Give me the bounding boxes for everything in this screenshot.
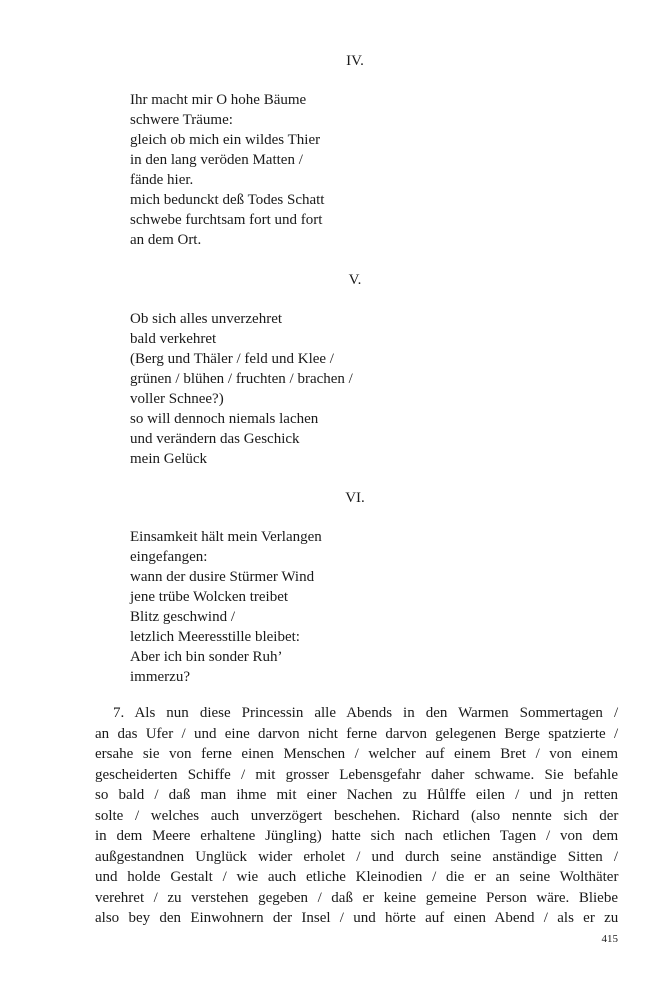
verse-line: an dem Ort. — [130, 232, 202, 248]
verse-line: immerzu? — [130, 669, 190, 685]
prose-line: 7. Als nun diese Princessin alle Abends in den Warmen Sommertagen / — [113, 705, 619, 721]
verse-line: jene trübe Wolcken treibet — [130, 589, 289, 605]
prose-line: außgestandnen Unglück wider erholet / und durch seine anständige Sitten / — [95, 848, 619, 865]
prose-line: ersahe sie von ferne einen Menschen / welcher auf einem Bret / von einem — [95, 746, 618, 762]
prose-line: also bey den Einwohnern der Insel / und hörte auf einen Abend / als er zu — [95, 910, 619, 926]
stanza-number-iv: IV. — [346, 53, 364, 69]
verse-line: Ob sich alles unverzehret — [130, 311, 283, 327]
verse-line: und verändern das Geschick — [130, 431, 300, 447]
verse-line: Ihr macht mir O hohe Bäume — [130, 92, 307, 108]
verse-line: so will dennoch niemals lachen — [130, 411, 319, 427]
prose-line: gescheiderten Schiffe / mit grosser Lebensgefahr daher schwame. Sie befahle — [95, 766, 618, 783]
stanza-number-vi: VI. — [345, 490, 365, 506]
verse-line: gleich ob mich ein wildes Thier — [130, 132, 321, 148]
verse-line: eingefangen: — [130, 549, 208, 565]
verse-line: grünen / blühen / fruchten / brachen / — [130, 371, 353, 387]
verse-line: Aber ich bin sonder Ruh’ — [130, 649, 283, 665]
stanza-vi — [130, 527, 550, 687]
verse-line: mein Gelück — [130, 451, 208, 467]
verse-line: mich bedunckt deß Todes Schatt — [130, 192, 325, 208]
prose-line: so bald / daß man ihme mit einer Nachen zu Hůlffe eilen / und jn retten — [95, 787, 618, 803]
verse-line: letzlich Meeresstille bleibet: — [130, 629, 300, 645]
prose-line: verehret / zu verstehen gegeben / daß er keine gemeine Person wäre. Bliebe — [95, 889, 618, 906]
prose-line: an das Ufer / und eine darvon nicht ferne darvon gelegenen Berge spatzierte / — [95, 725, 619, 742]
verse-line: in den lang veröden Matten / — [130, 152, 303, 168]
prose-line: solte / welches auch unverzögert beschehen. Richard (also nennte sich der — [95, 807, 619, 824]
prose-paragraph — [95, 703, 618, 929]
verse-line: schwere Träume: — [130, 112, 233, 128]
verse-line: schwebe furchtsam fort und fort — [130, 212, 323, 228]
verse-line: wann der dusire Stürmer Wind — [130, 569, 315, 585]
prose-line: in dem Meere erhaltene Jüngling) hatte sich nach etlichen Tagen / von dem — [95, 828, 619, 844]
page-number: 415 — [601, 933, 618, 945]
verse-line: Blitz geschwind / — [130, 609, 235, 625]
stanza-iv — [130, 90, 550, 250]
verse-line: voller Schnee?) — [130, 391, 224, 407]
verse-line: bald verkehret — [130, 331, 217, 347]
verse-line: (Berg und Thäler / feld und Klee / — [130, 351, 334, 367]
stanza-v — [130, 309, 550, 469]
verse-line: fände hier. — [130, 172, 194, 188]
stanza-number-v: V. — [348, 272, 362, 288]
prose-line: und holde Gestalt / wie auch etliche Kleinodien / die er an seine Wolthäter — [95, 869, 619, 885]
verse-line: Einsamkeit hält mein Verlangen — [130, 529, 322, 545]
